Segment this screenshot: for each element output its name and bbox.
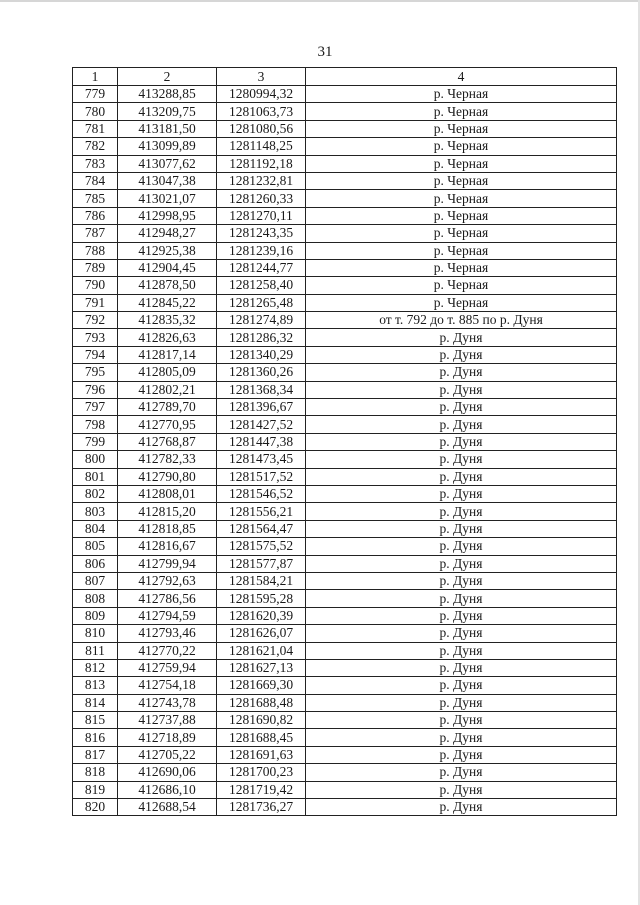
- x-coordinate-cell: 412790,80: [118, 468, 217, 485]
- description-cell: р. Черная: [306, 86, 617, 103]
- table-row: [73, 399, 617, 416]
- y-coordinate-cell: 1281626,07: [217, 625, 306, 642]
- x-coordinate-cell: 412948,27: [118, 225, 217, 242]
- description-cell: р. Дуня: [306, 468, 617, 485]
- column-header-description: 4: [306, 68, 617, 86]
- y-coordinate-cell: 1281232,81: [217, 172, 306, 189]
- table-row: [73, 764, 617, 781]
- x-coordinate-cell: 412786,56: [118, 590, 217, 607]
- table-row: [73, 294, 617, 311]
- point-number-cell: 814: [73, 694, 118, 711]
- description-cell: р. Дуня: [306, 485, 617, 502]
- description-cell: р. Дуня: [306, 433, 617, 450]
- point-number-cell: 802: [73, 485, 118, 502]
- x-coordinate-cell: 412690,06: [118, 764, 217, 781]
- x-coordinate-cell: 412754,18: [118, 677, 217, 694]
- description-cell: от т. 792 до т. 885 по р. Дуня: [306, 312, 617, 329]
- x-coordinate-cell: 412759,94: [118, 659, 217, 676]
- point-number-cell: 789: [73, 259, 118, 276]
- x-coordinate-cell: 412686,10: [118, 781, 217, 798]
- table-row: [73, 207, 617, 224]
- y-coordinate-cell: 1281620,39: [217, 607, 306, 624]
- y-coordinate-cell: 1281564,47: [217, 520, 306, 537]
- table-row: [73, 138, 617, 155]
- x-coordinate-cell: 412826,63: [118, 329, 217, 346]
- point-number-cell: 792: [73, 312, 118, 329]
- x-coordinate-cell: 412705,22: [118, 746, 217, 763]
- table-row: [73, 364, 617, 381]
- y-coordinate-cell: 1281270,11: [217, 207, 306, 224]
- description-cell: р. Черная: [306, 294, 617, 311]
- y-coordinate-cell: 1281427,52: [217, 416, 306, 433]
- table-row: [73, 503, 617, 520]
- table-row: [73, 799, 617, 816]
- table-row: [73, 781, 617, 798]
- point-number-cell: 803: [73, 503, 118, 520]
- x-coordinate-cell: 413288,85: [118, 86, 217, 103]
- description-cell: р. Дуня: [306, 781, 617, 798]
- point-number-cell: 820: [73, 799, 118, 816]
- x-coordinate-cell: 413047,38: [118, 172, 217, 189]
- y-coordinate-cell: 1281473,45: [217, 451, 306, 468]
- description-cell: р. Черная: [306, 120, 617, 137]
- table-row: [73, 451, 617, 468]
- table-row: [73, 416, 617, 433]
- description-cell: р. Дуня: [306, 712, 617, 729]
- x-coordinate-cell: 412802,21: [118, 381, 217, 398]
- description-cell: р. Дуня: [306, 799, 617, 816]
- description-cell: р. Дуня: [306, 538, 617, 555]
- x-coordinate-cell: 412845,22: [118, 294, 217, 311]
- table-row: [73, 746, 617, 763]
- x-coordinate-cell: 412835,32: [118, 312, 217, 329]
- y-coordinate-cell: 1281700,23: [217, 764, 306, 781]
- point-number-cell: 786: [73, 207, 118, 224]
- x-coordinate-cell: 412737,88: [118, 712, 217, 729]
- table-row: [73, 329, 617, 346]
- point-number-cell: 800: [73, 451, 118, 468]
- point-number-cell: 783: [73, 155, 118, 172]
- table-row: [73, 468, 617, 485]
- y-coordinate-cell: 1281688,45: [217, 729, 306, 746]
- description-cell: р. Дуня: [306, 642, 617, 659]
- y-coordinate-cell: 1281260,33: [217, 190, 306, 207]
- table-row: [73, 642, 617, 659]
- point-number-cell: 794: [73, 346, 118, 363]
- point-number-cell: 779: [73, 86, 118, 103]
- point-number-cell: 819: [73, 781, 118, 798]
- y-coordinate-cell: 1281396,67: [217, 399, 306, 416]
- table-row: [73, 346, 617, 363]
- x-coordinate-cell: 412770,22: [118, 642, 217, 659]
- description-cell: р. Черная: [306, 172, 617, 189]
- description-cell: р. Черная: [306, 103, 617, 120]
- x-coordinate-cell: 412998,95: [118, 207, 217, 224]
- x-coordinate-cell: 412878,50: [118, 277, 217, 294]
- table-row: [73, 225, 617, 242]
- point-number-cell: 808: [73, 590, 118, 607]
- table-row: [73, 120, 617, 137]
- x-coordinate-cell: 412799,94: [118, 555, 217, 572]
- point-number-cell: 810: [73, 625, 118, 642]
- y-coordinate-cell: 1281595,28: [217, 590, 306, 607]
- table-row: [73, 538, 617, 555]
- x-coordinate-cell: 412904,45: [118, 259, 217, 276]
- table-header-row: [73, 68, 617, 86]
- y-coordinate-cell: 1281690,82: [217, 712, 306, 729]
- point-number-cell: 787: [73, 225, 118, 242]
- x-coordinate-cell: 412743,78: [118, 694, 217, 711]
- table-body: [73, 86, 617, 816]
- description-cell: р. Дуня: [306, 399, 617, 416]
- table-row: [73, 520, 617, 537]
- point-number-cell: 791: [73, 294, 118, 311]
- x-coordinate-cell: 413181,50: [118, 120, 217, 137]
- description-cell: р. Дуня: [306, 590, 617, 607]
- y-coordinate-cell: 1281546,52: [217, 485, 306, 502]
- table-row: [73, 259, 617, 276]
- table-row: [73, 242, 617, 259]
- point-number-cell: 793: [73, 329, 118, 346]
- y-coordinate-cell: 1281627,13: [217, 659, 306, 676]
- point-number-cell: 816: [73, 729, 118, 746]
- point-number-cell: 813: [73, 677, 118, 694]
- table-row: [73, 433, 617, 450]
- point-number-cell: 796: [73, 381, 118, 398]
- table-row: [73, 729, 617, 746]
- y-coordinate-cell: 1281239,16: [217, 242, 306, 259]
- table-row: [73, 712, 617, 729]
- x-coordinate-cell: 412818,85: [118, 520, 217, 537]
- point-number-cell: 781: [73, 120, 118, 137]
- description-cell: р. Дуня: [306, 520, 617, 537]
- description-cell: р. Дуня: [306, 607, 617, 624]
- point-number-cell: 812: [73, 659, 118, 676]
- point-number-cell: 806: [73, 555, 118, 572]
- table-row: [73, 625, 617, 642]
- table-row: [73, 277, 617, 294]
- description-cell: р. Дуня: [306, 381, 617, 398]
- table-row: [73, 590, 617, 607]
- description-cell: р. Черная: [306, 207, 617, 224]
- y-coordinate-cell: 1281517,52: [217, 468, 306, 485]
- description-cell: р. Дуня: [306, 746, 617, 763]
- x-coordinate-cell: 412815,20: [118, 503, 217, 520]
- table-row: [73, 659, 617, 676]
- x-coordinate-cell: 412792,63: [118, 572, 217, 589]
- point-number-cell: 790: [73, 277, 118, 294]
- table-row: [73, 381, 617, 398]
- x-coordinate-cell: 412794,59: [118, 607, 217, 624]
- y-coordinate-cell: 1281577,87: [217, 555, 306, 572]
- point-number-cell: 788: [73, 242, 118, 259]
- y-coordinate-cell: 1281691,63: [217, 746, 306, 763]
- point-number-cell: 799: [73, 433, 118, 450]
- table-row: [73, 155, 617, 172]
- y-coordinate-cell: 1281192,18: [217, 155, 306, 172]
- y-coordinate-cell: 1281575,52: [217, 538, 306, 555]
- description-cell: р. Дуня: [306, 694, 617, 711]
- y-coordinate-cell: 1281584,21: [217, 572, 306, 589]
- x-coordinate-cell: 413077,62: [118, 155, 217, 172]
- table-row: [73, 485, 617, 502]
- description-cell: р. Черная: [306, 259, 617, 276]
- description-cell: р. Черная: [306, 138, 617, 155]
- y-coordinate-cell: 1281688,48: [217, 694, 306, 711]
- point-number-cell: 804: [73, 520, 118, 537]
- x-coordinate-cell: 412782,33: [118, 451, 217, 468]
- point-number-cell: 784: [73, 172, 118, 189]
- point-number-cell: 807: [73, 572, 118, 589]
- y-coordinate-cell: 1281258,40: [217, 277, 306, 294]
- x-coordinate-cell: 412793,46: [118, 625, 217, 642]
- point-number-cell: 811: [73, 642, 118, 659]
- y-coordinate-cell: 1280994,32: [217, 86, 306, 103]
- y-coordinate-cell: 1281736,27: [217, 799, 306, 816]
- x-coordinate-cell: 412770,95: [118, 416, 217, 433]
- description-cell: р. Дуня: [306, 659, 617, 676]
- table-row: [73, 312, 617, 329]
- y-coordinate-cell: 1281244,77: [217, 259, 306, 276]
- point-number-cell: 798: [73, 416, 118, 433]
- description-cell: р. Черная: [306, 190, 617, 207]
- y-coordinate-cell: 1281719,42: [217, 781, 306, 798]
- y-coordinate-cell: 1281243,35: [217, 225, 306, 242]
- x-coordinate-cell: 412808,01: [118, 485, 217, 502]
- point-number-cell: 780: [73, 103, 118, 120]
- description-cell: р. Дуня: [306, 764, 617, 781]
- y-coordinate-cell: 1281063,73: [217, 103, 306, 120]
- point-number-cell: 817: [73, 746, 118, 763]
- description-cell: р. Дуня: [306, 329, 617, 346]
- x-coordinate-cell: 412817,14: [118, 346, 217, 363]
- y-coordinate-cell: 1281556,21: [217, 503, 306, 520]
- y-coordinate-cell: 1281368,34: [217, 381, 306, 398]
- y-coordinate-cell: 1281360,26: [217, 364, 306, 381]
- x-coordinate-cell: 412688,54: [118, 799, 217, 816]
- x-coordinate-cell: 412805,09: [118, 364, 217, 381]
- point-number-cell: 809: [73, 607, 118, 624]
- description-cell: р. Дуня: [306, 555, 617, 572]
- description-cell: р. Черная: [306, 225, 617, 242]
- table-row: [73, 190, 617, 207]
- point-number-cell: 801: [73, 468, 118, 485]
- description-cell: р. Дуня: [306, 572, 617, 589]
- x-coordinate-cell: 412789,70: [118, 399, 217, 416]
- x-coordinate-cell: 412718,89: [118, 729, 217, 746]
- table-row: [73, 607, 617, 624]
- description-cell: р. Черная: [306, 155, 617, 172]
- column-header-y-coordinate: 3: [217, 68, 306, 86]
- page-number: 31: [317, 44, 333, 60]
- y-coordinate-cell: 1281286,32: [217, 329, 306, 346]
- y-coordinate-cell: 1281274,89: [217, 312, 306, 329]
- y-coordinate-cell: 1281340,29: [217, 346, 306, 363]
- x-coordinate-cell: 413099,89: [118, 138, 217, 155]
- description-cell: р. Дуня: [306, 625, 617, 642]
- point-number-cell: 785: [73, 190, 118, 207]
- x-coordinate-cell: 412816,67: [118, 538, 217, 555]
- description-cell: р. Дуня: [306, 677, 617, 694]
- x-coordinate-cell: 412925,38: [118, 242, 217, 259]
- y-coordinate-cell: 1281265,48: [217, 294, 306, 311]
- point-number-cell: 815: [73, 712, 118, 729]
- table-row: [73, 572, 617, 589]
- table-row: [73, 86, 617, 103]
- scan-edge-top: [0, 0, 640, 2]
- y-coordinate-cell: 1281621,04: [217, 642, 306, 659]
- description-cell: р. Черная: [306, 277, 617, 294]
- y-coordinate-cell: 1281148,25: [217, 138, 306, 155]
- table-row: [73, 677, 617, 694]
- y-coordinate-cell: 1281080,56: [217, 120, 306, 137]
- description-cell: р. Дуня: [306, 416, 617, 433]
- description-cell: р. Дуня: [306, 451, 617, 468]
- table-row: [73, 172, 617, 189]
- point-number-cell: 805: [73, 538, 118, 555]
- point-number-cell: 818: [73, 764, 118, 781]
- coordinates-table: [72, 67, 617, 816]
- y-coordinate-cell: 1281669,30: [217, 677, 306, 694]
- description-cell: р. Черная: [306, 242, 617, 259]
- table-row: [73, 555, 617, 572]
- description-cell: р. Дуня: [306, 503, 617, 520]
- point-number-cell: 797: [73, 399, 118, 416]
- point-number-cell: 782: [73, 138, 118, 155]
- table-row: [73, 103, 617, 120]
- x-coordinate-cell: 412768,87: [118, 433, 217, 450]
- point-number-cell: 795: [73, 364, 118, 381]
- column-header-point-number: 1: [73, 68, 118, 86]
- description-cell: р. Дуня: [306, 346, 617, 363]
- table-row: [73, 694, 617, 711]
- description-cell: р. Дуня: [306, 364, 617, 381]
- x-coordinate-cell: 413209,75: [118, 103, 217, 120]
- y-coordinate-cell: 1281447,38: [217, 433, 306, 450]
- description-cell: р. Дуня: [306, 729, 617, 746]
- x-coordinate-cell: 413021,07: [118, 190, 217, 207]
- column-header-x-coordinate: 2: [118, 68, 217, 86]
